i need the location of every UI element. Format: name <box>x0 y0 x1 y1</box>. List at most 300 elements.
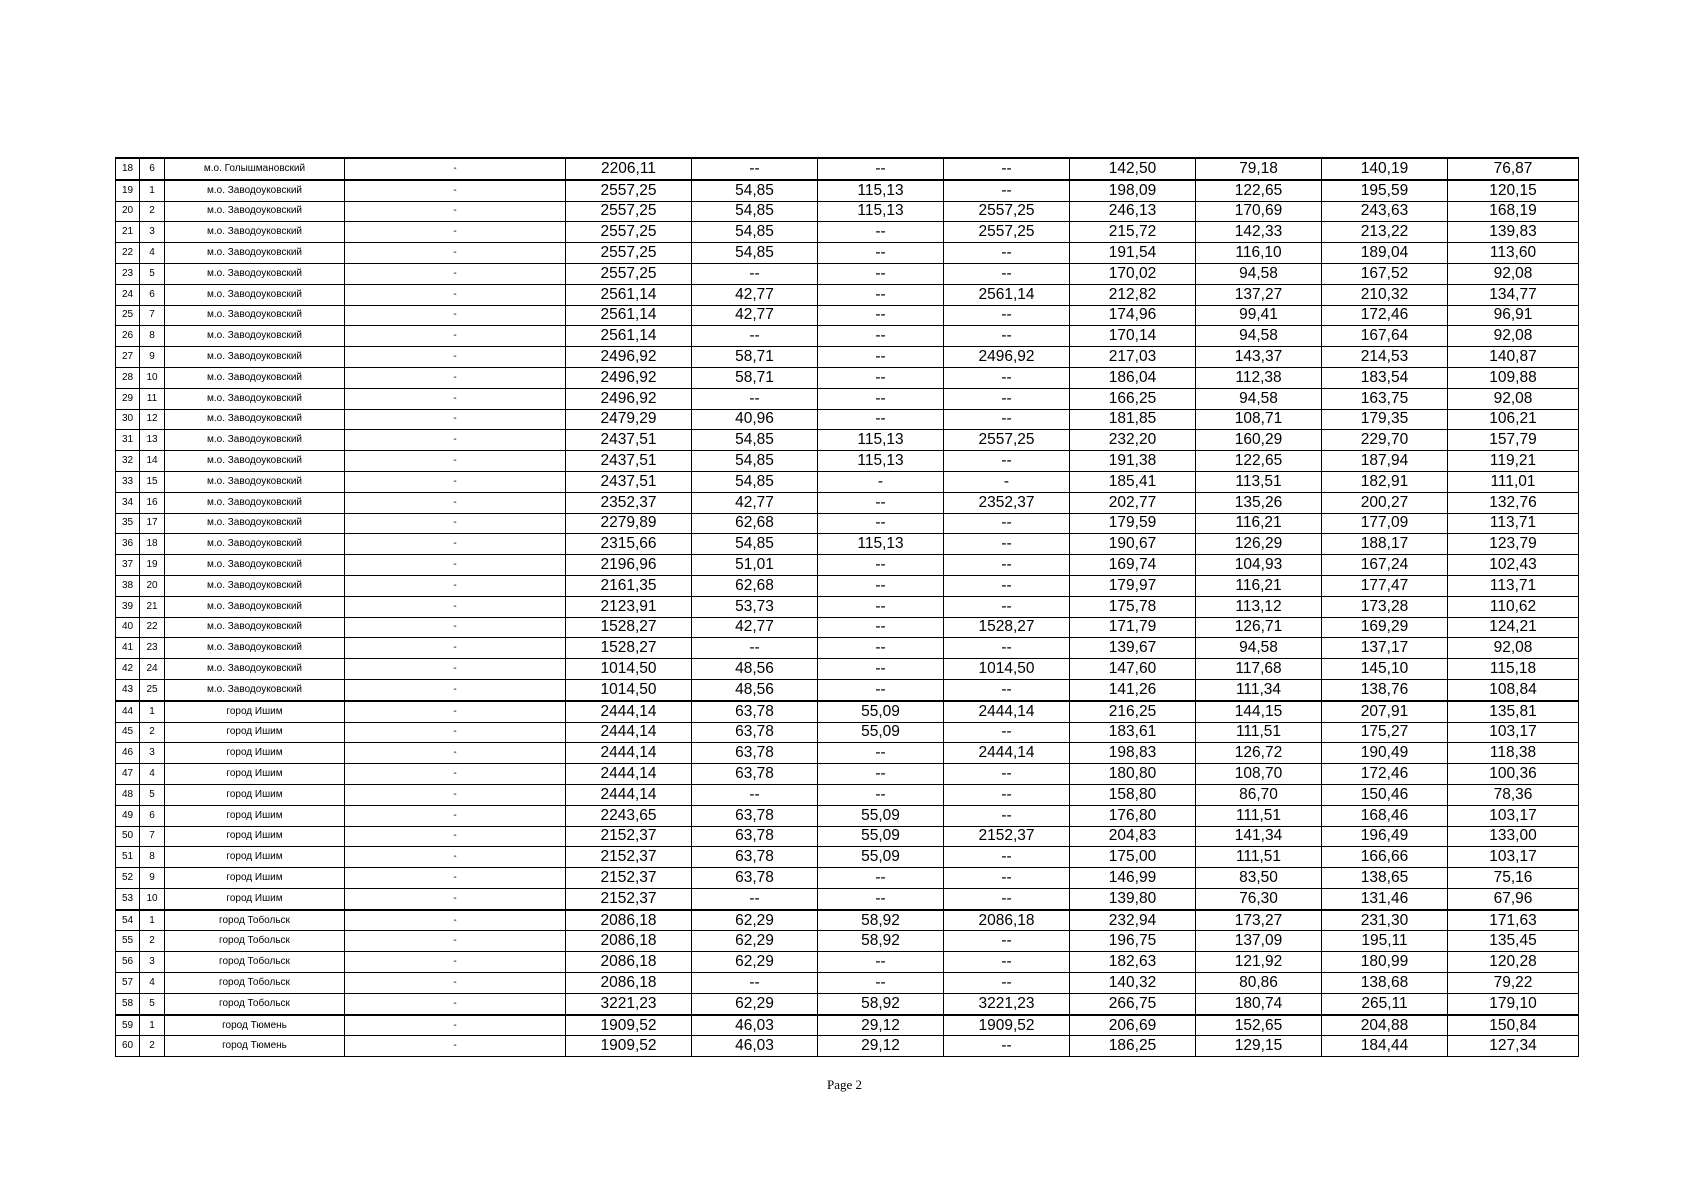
municipality-cell: м.о. Заводоуковский <box>165 555 345 576</box>
dash-cell: - <box>345 910 566 931</box>
row-number-cell: 31 <box>116 430 140 451</box>
value-cell: -- <box>818 784 944 805</box>
value-cell: 198,83 <box>1070 743 1196 764</box>
value-cell: 1528,27 <box>566 617 692 638</box>
sub-number-cell: 23 <box>140 638 165 659</box>
dash-cell: - <box>345 243 566 264</box>
value-cell: -- <box>818 388 944 409</box>
value-cell: -- <box>944 868 1070 889</box>
value-cell: -- <box>944 1036 1070 1057</box>
value-cell: 2243,65 <box>566 805 692 826</box>
value-cell: -- <box>944 847 1070 868</box>
value-cell: 179,10 <box>1448 993 1579 1014</box>
row-number-cell: 57 <box>116 973 140 994</box>
value-cell: 120,28 <box>1448 952 1579 973</box>
value-cell: 63,78 <box>692 805 818 826</box>
value-cell: 183,54 <box>1322 367 1448 388</box>
value-cell: 166,25 <box>1070 388 1196 409</box>
dash-cell: - <box>345 847 566 868</box>
value-cell: 103,17 <box>1448 805 1579 826</box>
value-cell: 110,62 <box>1448 596 1579 617</box>
sub-number-cell: 6 <box>140 158 165 180</box>
value-cell: -- <box>692 158 818 180</box>
value-cell: 118,38 <box>1448 743 1579 764</box>
municipality-cell: город Тобольск <box>165 973 345 994</box>
municipality-cell: город Ишим <box>165 743 345 764</box>
municipality-cell: м.о. Заводоуковский <box>165 409 345 430</box>
value-cell: 175,00 <box>1070 847 1196 868</box>
value-cell: 94,58 <box>1196 638 1322 659</box>
row-number-cell: 40 <box>116 617 140 638</box>
value-cell: 54,85 <box>692 222 818 243</box>
value-cell: 169,29 <box>1322 617 1448 638</box>
municipality-cell: м.о. Заводоуковский <box>165 305 345 326</box>
value-cell: 190,67 <box>1070 534 1196 555</box>
value-cell: 168,19 <box>1448 201 1579 222</box>
value-cell: 216,25 <box>1070 701 1196 722</box>
value-cell: 139,83 <box>1448 222 1579 243</box>
value-cell: 204,83 <box>1070 826 1196 847</box>
value-cell: 42,77 <box>692 284 818 305</box>
municipality-cell: город Ишим <box>165 805 345 826</box>
value-cell: 184,44 <box>1322 1036 1448 1057</box>
value-cell: 2444,14 <box>566 764 692 785</box>
table-row <box>116 492 1579 513</box>
sub-number-cell: 24 <box>140 659 165 680</box>
value-cell: 2557,25 <box>566 180 692 201</box>
value-cell: 115,13 <box>818 180 944 201</box>
value-cell: 113,12 <box>1196 596 1322 617</box>
table-row <box>116 868 1579 889</box>
row-number-cell: 21 <box>116 222 140 243</box>
value-cell: 144,15 <box>1196 701 1322 722</box>
value-cell: 109,88 <box>1448 367 1579 388</box>
value-cell: 143,37 <box>1196 347 1322 368</box>
dash-cell: - <box>345 826 566 847</box>
value-cell: 2279,89 <box>566 513 692 534</box>
row-number-cell: 51 <box>116 847 140 868</box>
value-cell: 103,17 <box>1448 722 1579 743</box>
value-cell: 138,76 <box>1322 679 1448 700</box>
table-row <box>116 764 1579 785</box>
table-row <box>116 1036 1579 1057</box>
table-row <box>116 575 1579 596</box>
value-cell: 2561,14 <box>944 284 1070 305</box>
sub-number-cell: 3 <box>140 952 165 973</box>
sub-number-cell: 1 <box>140 910 165 931</box>
row-number-cell: 54 <box>116 910 140 931</box>
dash-cell: - <box>345 764 566 785</box>
value-cell: 1014,50 <box>566 659 692 680</box>
table-row <box>116 158 1579 180</box>
value-cell: 94,58 <box>1196 326 1322 347</box>
value-cell: 2557,25 <box>566 243 692 264</box>
value-cell: 139,80 <box>1070 888 1196 909</box>
value-cell: 2479,29 <box>566 409 692 430</box>
value-cell: 106,21 <box>1448 409 1579 430</box>
value-cell: 42,77 <box>692 492 818 513</box>
value-cell: 94,58 <box>1196 388 1322 409</box>
municipality-cell: м.о. Заводоуковский <box>165 513 345 534</box>
row-number-cell: 59 <box>116 1015 140 1036</box>
value-cell: -- <box>944 263 1070 284</box>
sub-number-cell: 22 <box>140 617 165 638</box>
value-cell: -- <box>944 326 1070 347</box>
value-cell: 2152,37 <box>566 888 692 909</box>
municipality-cell: м.о. Заводоуковский <box>165 659 345 680</box>
value-cell: -- <box>818 888 944 909</box>
row-number-cell: 43 <box>116 679 140 700</box>
value-cell: 108,71 <box>1196 409 1322 430</box>
row-number-cell: 29 <box>116 388 140 409</box>
row-number-cell: 26 <box>116 326 140 347</box>
row-number-cell: 30 <box>116 409 140 430</box>
value-cell: -- <box>944 409 1070 430</box>
municipality-cell: м.о. Заводоуковский <box>165 471 345 492</box>
municipality-cell: город Тобольск <box>165 993 345 1014</box>
value-cell: 2152,37 <box>566 847 692 868</box>
value-cell: 2496,92 <box>566 367 692 388</box>
value-cell: 2557,25 <box>566 222 692 243</box>
value-cell: 243,63 <box>1322 201 1448 222</box>
sub-number-cell: 8 <box>140 847 165 868</box>
value-cell: -- <box>944 575 1070 596</box>
municipality-cell: город Тюмень <box>165 1036 345 1057</box>
municipality-cell: город Тобольск <box>165 910 345 931</box>
sub-number-cell: 15 <box>140 471 165 492</box>
municipality-cell: город Тобольск <box>165 931 345 952</box>
value-cell: 113,71 <box>1448 513 1579 534</box>
value-cell: 108,70 <box>1196 764 1322 785</box>
value-cell: 2152,37 <box>566 826 692 847</box>
value-cell: 172,46 <box>1322 305 1448 326</box>
sub-number-cell: 1 <box>140 1015 165 1036</box>
value-cell: 54,85 <box>692 180 818 201</box>
value-cell: 181,85 <box>1070 409 1196 430</box>
table-row <box>116 993 1579 1014</box>
value-cell: 210,32 <box>1322 284 1448 305</box>
sub-number-cell: 17 <box>140 513 165 534</box>
municipality-cell: м.о. Голышмановский <box>165 158 345 180</box>
value-cell: 129,15 <box>1196 1036 1322 1057</box>
dash-cell: - <box>345 409 566 430</box>
sub-number-cell: 3 <box>140 222 165 243</box>
value-cell: 173,28 <box>1322 596 1448 617</box>
value-cell: 142,50 <box>1070 158 1196 180</box>
value-cell: 198,09 <box>1070 180 1196 201</box>
value-cell: -- <box>944 784 1070 805</box>
dash-cell: - <box>345 201 566 222</box>
municipality-cell: м.о. Заводоуковский <box>165 201 345 222</box>
value-cell: 167,64 <box>1322 326 1448 347</box>
value-cell: 117,68 <box>1196 659 1322 680</box>
value-cell: 63,78 <box>692 868 818 889</box>
value-cell: 2561,14 <box>566 326 692 347</box>
dash-cell: - <box>345 222 566 243</box>
value-cell: 2557,25 <box>944 222 1070 243</box>
value-cell: 195,11 <box>1322 931 1448 952</box>
sub-number-cell: 14 <box>140 451 165 472</box>
value-cell: 179,35 <box>1322 409 1448 430</box>
value-cell: -- <box>818 764 944 785</box>
value-cell: -- <box>944 555 1070 576</box>
value-cell: -- <box>818 347 944 368</box>
value-cell: 115,13 <box>818 534 944 555</box>
value-cell: -- <box>692 263 818 284</box>
value-cell: 111,51 <box>1196 805 1322 826</box>
table-row <box>116 847 1579 868</box>
value-cell: 2123,91 <box>566 596 692 617</box>
value-cell: 62,29 <box>692 910 818 931</box>
value-cell: 168,46 <box>1322 805 1448 826</box>
dash-cell: - <box>345 743 566 764</box>
row-number-cell: 58 <box>116 993 140 1014</box>
value-cell: 2557,25 <box>944 201 1070 222</box>
value-cell: 116,21 <box>1196 575 1322 596</box>
value-cell: 141,34 <box>1196 826 1322 847</box>
value-cell: 58,92 <box>818 931 944 952</box>
value-cell: -- <box>692 326 818 347</box>
table-row <box>116 513 1579 534</box>
value-cell: -- <box>692 973 818 994</box>
value-cell: 99,41 <box>1196 305 1322 326</box>
municipality-cell: м.о. Заводоуковский <box>165 596 345 617</box>
table-row <box>116 451 1579 472</box>
row-number-cell: 37 <box>116 555 140 576</box>
value-cell: 157,79 <box>1448 430 1579 451</box>
row-number-cell: 38 <box>116 575 140 596</box>
value-cell: 58,71 <box>692 367 818 388</box>
dash-cell: - <box>345 263 566 284</box>
municipality-cell: город Ишим <box>165 826 345 847</box>
municipality-cell: город Ишим <box>165 888 345 909</box>
table-row <box>116 180 1579 201</box>
value-cell: 112,38 <box>1196 367 1322 388</box>
value-cell: 150,84 <box>1448 1015 1579 1036</box>
value-cell: -- <box>692 888 818 909</box>
dash-cell: - <box>345 993 566 1014</box>
value-cell: 131,46 <box>1322 888 1448 909</box>
value-cell: 113,51 <box>1196 471 1322 492</box>
value-cell: 55,09 <box>818 826 944 847</box>
value-cell: 124,21 <box>1448 617 1579 638</box>
value-cell: 2437,51 <box>566 451 692 472</box>
value-cell: 42,77 <box>692 617 818 638</box>
value-cell: 180,99 <box>1322 952 1448 973</box>
value-cell: 150,46 <box>1322 784 1448 805</box>
value-cell: -- <box>944 367 1070 388</box>
dash-cell: - <box>345 1015 566 1036</box>
value-cell: -- <box>818 222 944 243</box>
value-cell: 63,78 <box>692 701 818 722</box>
table-row <box>116 910 1579 931</box>
table-row <box>116 638 1579 659</box>
sub-number-cell: 3 <box>140 743 165 764</box>
municipality-cell: город Ишим <box>165 722 345 743</box>
value-cell: 53,73 <box>692 596 818 617</box>
dash-cell: - <box>345 1036 566 1057</box>
table-row <box>116 679 1579 700</box>
dash-cell: - <box>345 305 566 326</box>
value-cell: 2444,14 <box>944 701 1070 722</box>
table-row <box>116 305 1579 326</box>
table-row <box>116 222 1579 243</box>
value-cell: 135,45 <box>1448 931 1579 952</box>
dash-cell: - <box>345 575 566 596</box>
table-row <box>116 596 1579 617</box>
value-cell: 266,75 <box>1070 993 1196 1014</box>
row-number-cell: 23 <box>116 263 140 284</box>
sub-number-cell: 2 <box>140 931 165 952</box>
value-cell: -- <box>944 305 1070 326</box>
table-row <box>116 243 1579 264</box>
sub-number-cell: 5 <box>140 784 165 805</box>
value-cell: 102,43 <box>1448 555 1579 576</box>
value-cell: 2444,14 <box>566 784 692 805</box>
value-cell: 63,78 <box>692 847 818 868</box>
value-cell: 54,85 <box>692 430 818 451</box>
sub-number-cell: 9 <box>140 868 165 889</box>
value-cell: -- <box>818 513 944 534</box>
dash-cell: - <box>345 347 566 368</box>
value-cell: 141,26 <box>1070 679 1196 700</box>
sub-number-cell: 11 <box>140 388 165 409</box>
municipality-cell: м.о. Заводоуковский <box>165 326 345 347</box>
value-cell: 135,26 <box>1196 492 1322 513</box>
page-number: Page 2 <box>826 1077 863 1092</box>
table-row <box>116 555 1579 576</box>
value-cell: 160,29 <box>1196 430 1322 451</box>
value-cell: 54,85 <box>692 534 818 555</box>
row-number-cell: 49 <box>116 805 140 826</box>
value-cell: 140,32 <box>1070 973 1196 994</box>
value-cell: 54,85 <box>692 243 818 264</box>
value-cell: 215,72 <box>1070 222 1196 243</box>
value-cell: 55,09 <box>818 701 944 722</box>
sub-number-cell: 7 <box>140 305 165 326</box>
table-row <box>116 722 1579 743</box>
value-cell: 1014,50 <box>566 679 692 700</box>
row-number-cell: 48 <box>116 784 140 805</box>
sub-number-cell: 2 <box>140 722 165 743</box>
value-cell: 170,02 <box>1070 263 1196 284</box>
value-cell: 145,10 <box>1322 659 1448 680</box>
value-cell: 104,93 <box>1196 555 1322 576</box>
value-cell: 2557,25 <box>944 430 1070 451</box>
value-cell: 146,99 <box>1070 868 1196 889</box>
dash-cell: - <box>345 659 566 680</box>
municipality-cell: город Ишим <box>165 764 345 785</box>
value-cell: 48,56 <box>692 679 818 700</box>
sub-number-cell: 25 <box>140 679 165 700</box>
value-cell: 163,75 <box>1322 388 1448 409</box>
value-cell: 2315,66 <box>566 534 692 555</box>
row-number-cell: 36 <box>116 534 140 555</box>
row-number-cell: 24 <box>116 284 140 305</box>
table-row <box>116 617 1579 638</box>
value-cell: 55,09 <box>818 722 944 743</box>
municipality-cell: м.о. Заводоуковский <box>165 367 345 388</box>
value-cell: 191,54 <box>1070 243 1196 264</box>
dash-cell: - <box>345 596 566 617</box>
municipality-cell: м.о. Заводоуковский <box>165 430 345 451</box>
row-number-cell: 41 <box>116 638 140 659</box>
value-cell: 2352,37 <box>944 492 1070 513</box>
value-cell: 140,19 <box>1322 158 1448 180</box>
value-cell: 54,85 <box>692 451 818 472</box>
sub-number-cell: 10 <box>140 367 165 388</box>
dash-cell: - <box>345 784 566 805</box>
row-number-cell: 46 <box>116 743 140 764</box>
table-row <box>116 784 1579 805</box>
dash-cell: - <box>345 326 566 347</box>
dash-cell: - <box>345 555 566 576</box>
dash-cell: - <box>345 617 566 638</box>
value-cell: 191,38 <box>1070 451 1196 472</box>
value-cell: 176,80 <box>1070 805 1196 826</box>
value-cell: -- <box>818 284 944 305</box>
dash-cell: - <box>345 451 566 472</box>
municipality-cell: город Ишим <box>165 701 345 722</box>
value-cell: 1909,52 <box>566 1015 692 1036</box>
row-number-cell: 60 <box>116 1036 140 1057</box>
sub-number-cell: 4 <box>140 243 165 264</box>
value-cell: 2444,14 <box>944 743 1070 764</box>
value-cell: 1014,50 <box>944 659 1070 680</box>
sub-number-cell: 1 <box>140 701 165 722</box>
value-cell: -- <box>818 679 944 700</box>
table-row <box>116 388 1579 409</box>
value-cell: 120,15 <box>1448 180 1579 201</box>
value-cell: 171,63 <box>1448 910 1579 931</box>
value-cell: 67,96 <box>1448 888 1579 909</box>
value-cell: 29,12 <box>818 1036 944 1057</box>
value-cell: 58,92 <box>818 910 944 931</box>
value-cell: 78,36 <box>1448 784 1579 805</box>
dash-cell: - <box>345 931 566 952</box>
value-cell: 185,41 <box>1070 471 1196 492</box>
value-cell: 58,92 <box>818 993 944 1014</box>
value-cell: -- <box>818 555 944 576</box>
value-cell: 187,94 <box>1322 451 1448 472</box>
value-cell: 63,78 <box>692 722 818 743</box>
row-number-cell: 56 <box>116 952 140 973</box>
dash-cell: - <box>345 805 566 826</box>
value-cell: 2496,92 <box>566 388 692 409</box>
value-cell: 92,08 <box>1448 638 1579 659</box>
value-cell: 200,27 <box>1322 492 1448 513</box>
value-cell: 140,87 <box>1448 347 1579 368</box>
value-cell: 1528,27 <box>566 638 692 659</box>
row-number-cell: 52 <box>116 868 140 889</box>
dash-cell: - <box>345 430 566 451</box>
row-number-cell: 19 <box>116 180 140 201</box>
municipality-cell: м.о. Заводоуковский <box>165 575 345 596</box>
sub-number-cell: 6 <box>140 805 165 826</box>
sub-number-cell: 1 <box>140 180 165 201</box>
table-row <box>116 201 1579 222</box>
value-cell: 2086,18 <box>566 910 692 931</box>
value-cell: 175,27 <box>1322 722 1448 743</box>
value-cell: 2086,18 <box>566 952 692 973</box>
sub-number-cell: 4 <box>140 973 165 994</box>
table-row <box>116 471 1579 492</box>
row-number-cell: 39 <box>116 596 140 617</box>
value-cell: 121,92 <box>1196 952 1322 973</box>
value-cell: 204,88 <box>1322 1015 1448 1036</box>
table-row <box>116 701 1579 722</box>
value-cell: 1909,52 <box>944 1015 1070 1036</box>
